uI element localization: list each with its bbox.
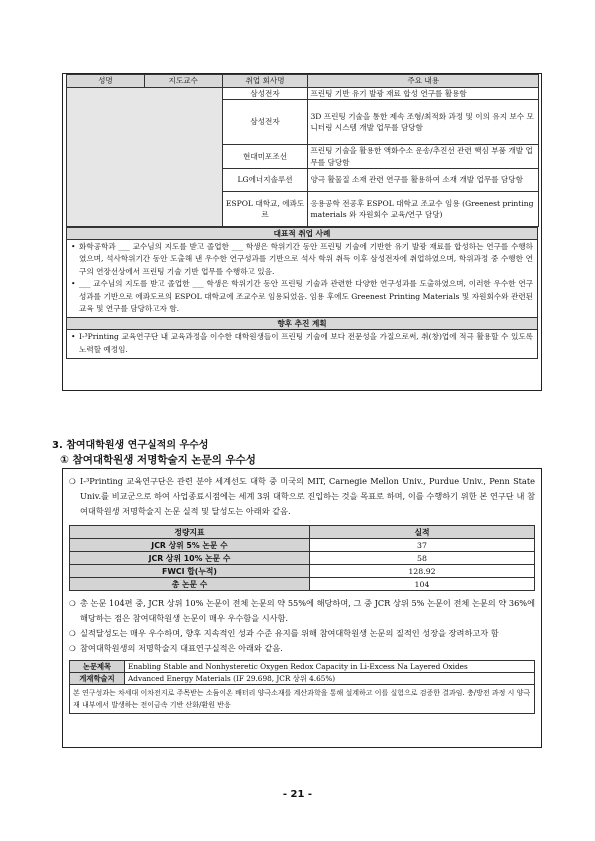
table-row bbox=[70, 578, 535, 591]
redacted-cell bbox=[67, 87, 223, 227]
case-text: 화학공학과 ___ 교수님의 지도를 받고 졸업한 ___ 학생은 학위기간 동안 프린팅 기술에 기반한 유기 발광 재료를 합성하는 연구를 수행하였으며, 석사학위기간 동안 도출해 낸 우수한 연구성과를 기반으로 석사 학위 취득 이후 삼성전자에 취업하였으며, 학위과정 중 수행한 연구의 연장선상에서 프린팅 기술 기반 업무를 수행하고 있음. bbox=[79, 242, 534, 276]
metric-value: 104 bbox=[310, 578, 535, 591]
company-cell: 삼성전자 bbox=[222, 87, 308, 100]
table-row bbox=[70, 539, 535, 552]
bullet-text: 실적달성도는 매우 우수하며, 향후 지속적인 성과 수준 유지를 위해 참여대학원생 논문의 질적인 성장을 장려하고자 함 bbox=[80, 628, 499, 638]
table-row bbox=[70, 565, 535, 578]
paper-title-label: 논문제목 bbox=[70, 661, 125, 673]
case-text: ___ 교수님의 지도를 받고 졸업한 ___ 학생은 학위기간 동안 프린팅 기술과 관련한 다양한 연구성과를 도출하였으며, 이러한 우수한 연구성과를 기반으로 에콰도르의 ESPOL 대학교에 조교수로 임용되었음. 임용 후에도 Greenest Printing Materials 및 자원회수와 관련된 교육 및 연구를 담당하고자 함. bbox=[79, 279, 533, 314]
paper-table bbox=[69, 660, 535, 714]
case-item bbox=[71, 278, 533, 315]
circle-bullet-icon: ❍ bbox=[69, 644, 76, 653]
table-row bbox=[70, 661, 535, 673]
metric-label: FWCI 합(누적) bbox=[70, 565, 310, 578]
employment-table bbox=[66, 74, 539, 227]
bullet-item bbox=[69, 596, 535, 626]
table-row bbox=[70, 685, 535, 714]
metric-label: 총 논문 수 bbox=[70, 578, 310, 591]
circle-bullet-icon: ❍ bbox=[69, 629, 76, 638]
bullet-item bbox=[69, 641, 535, 656]
col-company: 취업 회사명 bbox=[222, 75, 308, 88]
content-cell: 프린팅 기반 유기 발광 재료 합성 연구를 활용함 bbox=[308, 87, 539, 100]
case-item bbox=[71, 241, 533, 278]
table-row bbox=[70, 673, 535, 685]
metric-label: JCR 상위 10% 논문 수 bbox=[70, 552, 310, 565]
content-cell: 3D 프린팅 기술을 통한 제속 조형/최적화 과정 및 이의 유지 보수 모니터링 시스템 개발 업무를 담당함 bbox=[308, 100, 539, 145]
company-cell: 현대미포조선 bbox=[222, 145, 308, 169]
bullet-text: 참여대학원생의 저명학술지 대표연구실적은 아래와 같음. bbox=[80, 643, 283, 653]
metrics-header-row bbox=[70, 526, 535, 539]
section-heading: 3. 참여대학원생 연구실적의 우수성 bbox=[52, 440, 209, 451]
metrics-table bbox=[69, 525, 535, 591]
plan-section bbox=[66, 330, 538, 359]
plan-band: 향후 추진 계획 bbox=[66, 318, 538, 330]
papers-box bbox=[62, 468, 542, 748]
metric-value: 58 bbox=[310, 552, 535, 565]
company-cell: ESPOL 대학교, 에콰도르 bbox=[222, 192, 308, 227]
metric-value: 128.92 bbox=[310, 565, 535, 578]
paper-title: Enabling Stable and Nonhysteretic Oxygen Redox Capacity in Li-Excess Na Layered Oxides bbox=[125, 661, 535, 673]
company-cell: LG에너지솔루션 bbox=[222, 169, 308, 192]
metric-value: 37 bbox=[310, 539, 535, 552]
plan-item bbox=[71, 331, 533, 356]
paper-journal-label: 게재학술지 bbox=[70, 673, 125, 685]
circle-bullet-icon: ❍ bbox=[69, 599, 76, 608]
paper-summary: 본 연구성과는 차세대 이차전지로 주목받는 소듐이온 배터리 양극소재를 계산과학을 통해 설계하고 이를 실험으로 검증한 결과임. 충/방전 과정 시 양극재 내부에서 발생하는 전이금속 기반 산화/환원 반응 bbox=[70, 685, 535, 714]
section-subheading: ① 참여대학원생 저명학술지 논문의 우수성 bbox=[60, 454, 256, 466]
col-name: 성명 bbox=[67, 75, 145, 88]
cases-section bbox=[66, 240, 538, 318]
bullet-icon: • bbox=[71, 332, 76, 342]
bullet-icon: • bbox=[71, 279, 76, 289]
table-header-row bbox=[67, 75, 539, 88]
circle-bullet-icon: ❍ bbox=[69, 477, 76, 486]
content-cell: 프린팅 기술을 활용한 액화수소 운송/추진선 관련 핵심 부품 개발 업무를 담당함 bbox=[308, 145, 539, 169]
content-cell: 양극 활물질 소재 관련 연구를 활용하여 소재 개발 업무를 담당함 bbox=[308, 169, 539, 192]
intro-text: I-³Printing 교육연구단은 관련 분야 세계선도 대학 중 미국의 MIT, Carnegie Mellon Univ., Purdue Univ., Penn State Univ.를 비교군으로 하여 사업종료시점에는 세계 3위 대학으로 진입하는 것을 목표로 하며, 이를 수행하기 위한 본 연구단 내 참여대학원생 저명학술지 논문 실적 및 달성도는 아래와 같음. bbox=[80, 476, 535, 516]
table-row bbox=[67, 87, 539, 100]
table-row bbox=[70, 552, 535, 565]
cases-band: 대표적 취업 사례 bbox=[66, 227, 538, 240]
plan-text: I-³Printing 교육연구단 내 교육과정을 이수한 대학원생들이 프린팅 기술에 보다 전문성을 가질으로써, 취(창)업에 적극 활용할 수 있도록 노력할 예정임. bbox=[79, 332, 533, 354]
metric-label: JCR 상위 5% 논문 수 bbox=[70, 539, 310, 552]
metrics-header-label: 정량지표 bbox=[70, 526, 310, 539]
employment-table-box bbox=[62, 73, 542, 391]
bullet-icon: • bbox=[71, 242, 76, 251]
intro-item bbox=[69, 474, 535, 519]
col-advisor: 지도교수 bbox=[144, 75, 222, 88]
page-number: - 21 - bbox=[282, 789, 313, 800]
paper-journal: Advanced Energy Materials (IF 29.698, JCR 상위 4.65%) bbox=[125, 673, 535, 685]
bullet-text: 총 논문 104편 중, JCR 상위 10% 논문이 전체 논문의 약 55%에 해당하며, 그 중 JCR 상위 5% 논문이 전체 논문의 약 36%에 해당하는 점은 참여대학원생 논문이 매우 우수함을 시사함. bbox=[80, 598, 535, 623]
content-cell: 응용공학 전공후 ESPOL 대학교 조교수 임용 (Greenest printing materials 와 자원회수 교육/연구 담당) bbox=[308, 192, 539, 227]
col-content: 주요 내용 bbox=[308, 75, 539, 88]
company-cell: 삼성전자 bbox=[222, 100, 308, 145]
bullet-item bbox=[69, 626, 535, 641]
metrics-header-value: 실적 bbox=[310, 526, 535, 539]
